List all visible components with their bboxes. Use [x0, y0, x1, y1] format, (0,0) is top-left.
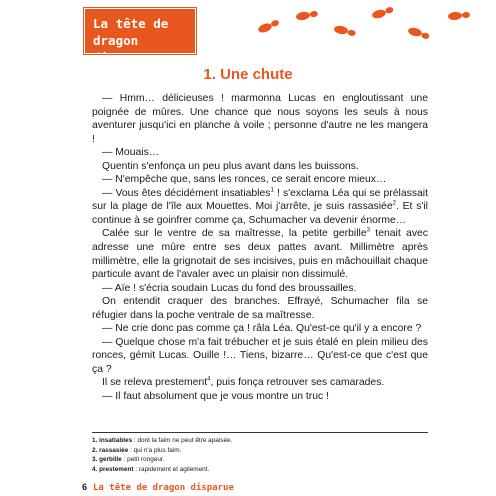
footprint-icon [333, 25, 356, 37]
paragraph: — Hmm… délicieuses ! marmonna Lucas en engloutissant une poignée de mûres. Une chance que nous soyons les seuls à nous aventurer jusqu'ici en planche à voile ; personne d'autre ne les mangera ! [92, 93, 428, 145]
banner-title-line-2: disparue [93, 50, 154, 65]
footprint-icon [371, 6, 394, 19]
paragraph: — N'empêche que, sans les ronces, ce serait encore mieux… [102, 174, 387, 186]
footnote-ref: 4 [207, 377, 211, 384]
paragraph: Il se releva prestement$^4$, puis fonça retrouver ses camarades. [102, 377, 385, 389]
paragraph: — Mouais… [102, 147, 160, 159]
story-text [92, 92, 428, 404]
footnote: 2. rassasiée : qui n'a plus faim. [92, 446, 182, 454]
chapter-banner [84, 8, 196, 65]
paragraph: — Il faut absolument que je vous montre un truc ! [102, 391, 329, 403]
footnote-ref: 3 [366, 228, 370, 234]
paragraph: — Ne crie donc pas comme ça ! râla Léa. Qu'est-ce qu'il y a encore ? [102, 323, 422, 335]
footprint-icon [407, 26, 430, 39]
paragraph: — Quelque chose m'a fait trébucher et je suis étalé en plein milieu des ronces, gémit Lucas. Ouille !… Tiens, bizarre… Qu'est-ce que c'est que ça ? [92, 336, 428, 375]
footnote: 3. gerbille : petit rongeur. [92, 456, 165, 464]
footnote-ref: 2 [392, 200, 396, 207]
chapter-title: 1. Une chute [203, 66, 293, 83]
footprint-icon [295, 9, 318, 21]
footnote: 4. prestement : rapidement et agilement. [92, 465, 210, 473]
paragraph: — Vous êtes décidément insatiables$^1$ ! s'exclama Léa qui se prélassait sur la plage de l'île aux Mouettes. Moi j'arrête, je suis rassasiée$^2$. Et s'il continue à se goinfrer comme ça, Schumacher va devenir énorme… [92, 187, 428, 226]
page-footer [82, 482, 234, 493]
footprint-icon [257, 19, 280, 34]
footnote: 1. insatiables : dont la faim ne peut être apaisée. [92, 437, 233, 444]
footprint-icon [448, 11, 471, 21]
running-title: La tête de dragon disparue [93, 483, 234, 493]
footnote-ref: 1 [270, 187, 274, 194]
footprints-decoration [255, 2, 490, 58]
banner-title-line-1: La tête de dragon [93, 16, 169, 48]
footnotes [92, 432, 428, 474]
paragraph: Quentin s'enfonça un peu plus avant dans les buissons. [102, 160, 359, 172]
page-number: 6 [82, 482, 88, 492]
paragraph: Calée sur le ventre de sa maîtresse, la petite gerbille$^3$ tenait avec adresse une mûre entre ses deux pattes avant. Millimètre après millimètre, elle la grignotait de ses incisives, puis en mâchouillait chaque particule avant de l'avaler avec un plaisir non dissimulé. [92, 228, 429, 281]
paragraph: On entendit craquer des branches. Effrayé, Schumacher fila se réfugier dans la poche ventrale de sa maîtresse. [92, 296, 428, 321]
paragraph: — Aïe ! s'écria soudain Lucas du fond des broussailles. [102, 282, 357, 294]
